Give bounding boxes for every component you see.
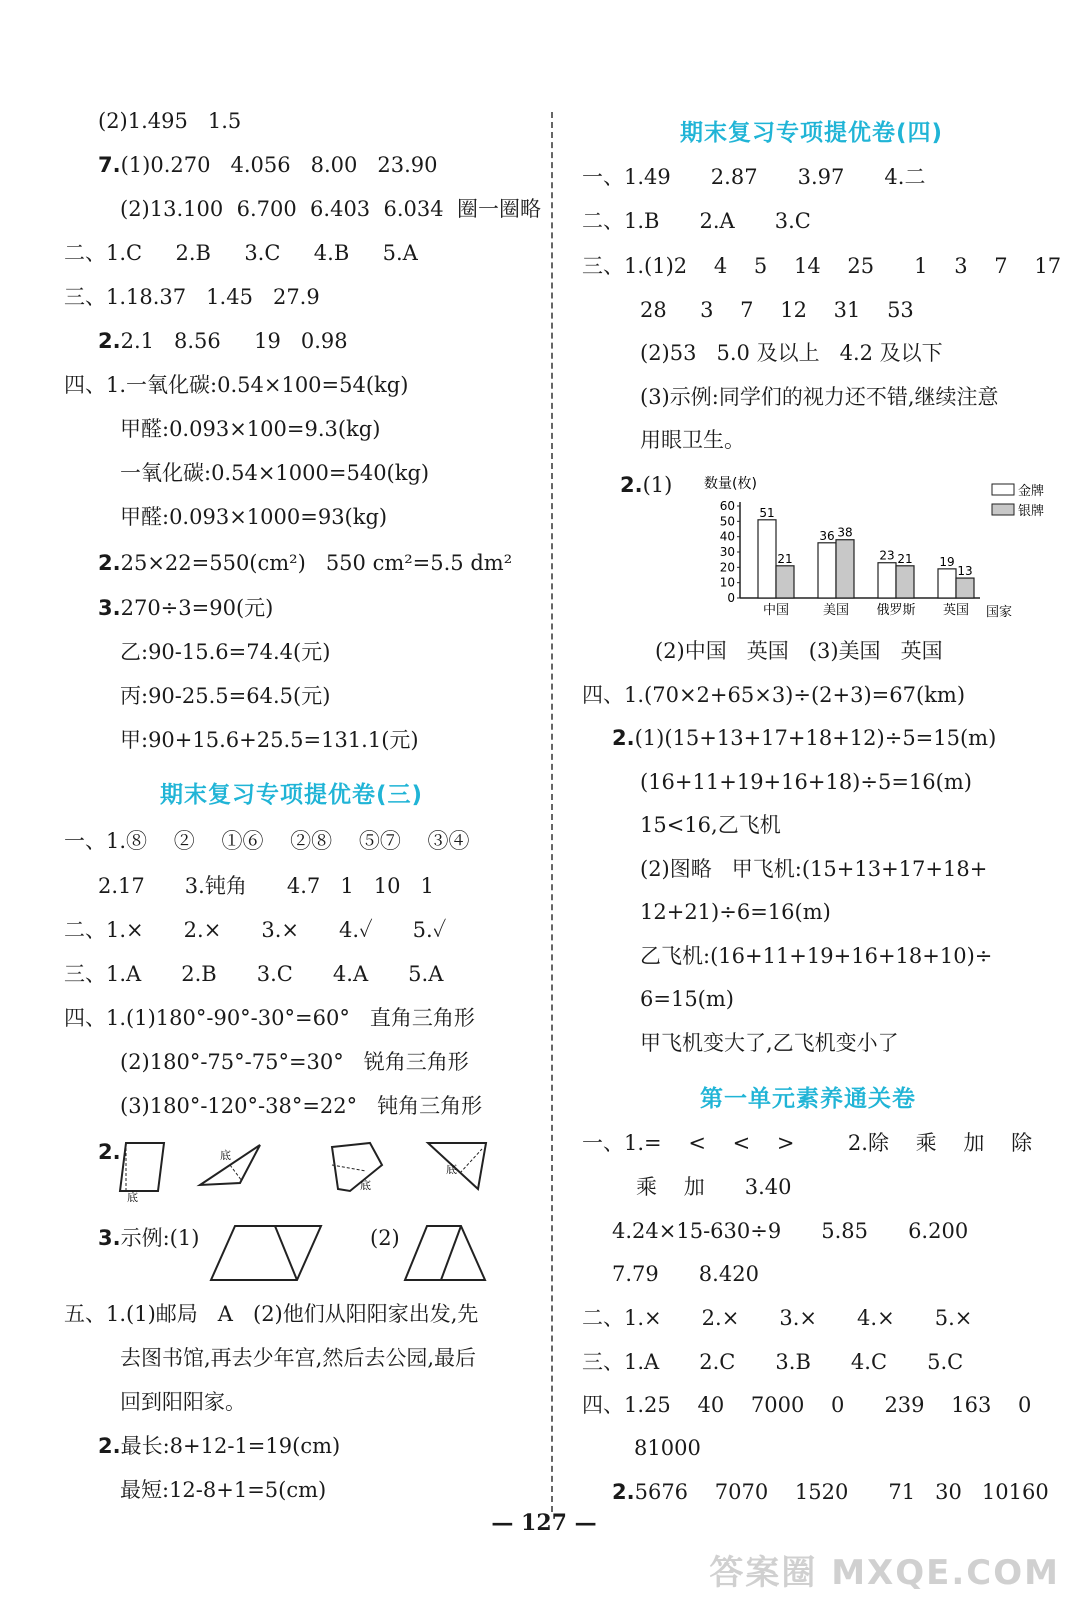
bar-金牌	[818, 543, 836, 598]
answer-line: (3)180°-120°-38°=22° 钝角三角形	[120, 1094, 483, 1118]
answer-line	[98, 548, 512, 578]
answer-line: 乙:90-15.6=74.4(元)	[120, 640, 331, 664]
answer-line: (2)图略 甲飞机:(15+13+17+18+	[640, 857, 988, 881]
answer-text: 最长:8+12-1=19(cm)	[120, 1434, 341, 1458]
legend-label: 金牌	[1018, 484, 1045, 499]
answer-text: 5676 7070 1520 71 30 10160	[634, 1480, 1049, 1504]
answer-line: 二、1.× 2.× 3.× 4.✓ 5.✓	[64, 918, 447, 942]
category-label: 英国	[942, 603, 970, 618]
answer-line: 二、1.B 2.A 3.C	[582, 209, 811, 233]
answer-line: 7.79 8.420	[612, 1262, 759, 1286]
watermark: 答案圈 MXQE.COM	[709, 1553, 1060, 1593]
answer-line	[98, 326, 348, 356]
answer-line: 一氧化碳:0.54×1000=540(kg)	[120, 461, 430, 485]
data-label: 13	[957, 564, 973, 579]
medal-bar-chart	[700, 470, 1060, 625]
answer-line: 甲醛:0.093×100=9.3(kg)	[120, 417, 381, 441]
data-label: 38	[837, 525, 853, 540]
answer-line: 回到阳阳家。	[120, 1390, 246, 1414]
answer-text: 2.1 8.56 19 0.98	[120, 329, 348, 353]
chart-legend	[992, 483, 1044, 519]
answer-line: 一、1.⑧ ② ①⑥ ②⑧ ⑤⑦ ③④	[64, 829, 470, 853]
item-number: 3.	[98, 1226, 121, 1250]
answer-line: 五、1.(1)邮局 A (2)他们从阳阳家出发,先	[64, 1302, 479, 1326]
trapezoid-1	[332, 1143, 382, 1191]
answer-text: 270÷3=90(元)	[120, 596, 274, 620]
section-title-unit1: 第一单元素养通关卷	[700, 1086, 916, 1112]
height-line	[460, 1149, 482, 1173]
answer-line: 15<16,乙飞机	[640, 813, 781, 837]
data-label: 19	[939, 554, 955, 569]
height-line	[332, 1165, 366, 1171]
y-tick-label: 20	[719, 560, 735, 575]
bar-银牌	[896, 566, 914, 598]
item-number: 2.	[98, 1434, 121, 1458]
answer-text: (1)(15+13+17+18+12)÷5=15(m)	[634, 726, 997, 750]
answer-line: 四、1.(70×2+65×3)÷(2+3)=67(km)	[582, 683, 966, 707]
answer-line: 四、1.25 40 7000 0 239 163 0	[582, 1393, 1032, 1417]
bar-银牌	[956, 578, 974, 598]
answer-line: (2)中国 英国 (3)美国 英国	[655, 639, 943, 663]
answer-line: 二、1.C 2.B 3.C 4.B 5.A	[64, 241, 418, 265]
parallelogram-1	[120, 1143, 164, 1191]
item-number: 3.	[98, 596, 121, 620]
category-label: 美国	[822, 603, 850, 618]
answer-line: 6=15(m)	[640, 987, 734, 1011]
bar-金牌	[758, 520, 776, 598]
answer-line: (2)1.495 1.5	[98, 109, 242, 133]
answer-line: 二、1.× 2.× 3.× 4.× 5.×	[582, 1306, 973, 1330]
answer-line: 一、1.= < < > 2.除 乘 加 除	[582, 1131, 1033, 1155]
answer-line: (3)示例:同学们的视力还不错,继续注意	[640, 385, 999, 409]
height-drawings	[110, 1135, 500, 1205]
answer-line: 三、1.18.37 1.45 27.9	[64, 285, 320, 309]
base-label: 底	[220, 1149, 231, 1162]
data-label: 36	[819, 528, 835, 543]
base-label: 底	[360, 1179, 371, 1192]
section-title-3: 期末复习专项提优卷(三)	[160, 782, 424, 808]
parallelogram-split-1	[211, 1226, 321, 1280]
chart-bars	[758, 506, 974, 618]
section-title-4: 期末复习专项提优卷(四)	[680, 120, 944, 146]
answer-line	[612, 1477, 1049, 1507]
category-label: 中国	[762, 603, 790, 618]
answer-line	[98, 1431, 340, 1461]
answer-line: 丙:90-25.5=64.5(元)	[120, 684, 331, 708]
answer-line	[98, 1223, 199, 1253]
y-tick-label: 30	[719, 545, 735, 559]
data-label: 23	[879, 548, 895, 563]
base-label: 底	[446, 1163, 457, 1176]
answer-line: 乙飞机:(16+11+19+16+18+10)÷	[640, 944, 993, 968]
answer-line	[620, 470, 672, 500]
answer-line: (2)180°-75°-75°=30° 锐角三角形	[120, 1050, 469, 1074]
bar-金牌	[878, 563, 896, 598]
chart-xlabel: 国家	[986, 605, 1013, 620]
answer-line: 一、1.49 2.87 3.97 4.二	[582, 165, 926, 189]
answer-line: 81000	[634, 1436, 701, 1460]
answer-line: (16+11+19+16+18)÷5=16(m)	[640, 770, 972, 794]
data-label: 21	[897, 551, 913, 566]
answer-line: 甲醛:0.093×1000=93(kg)	[120, 505, 388, 529]
item-number: 2.	[98, 329, 121, 353]
split-line	[441, 1226, 461, 1280]
answer-line: 2.17 3.钝角 4.7 1 10 1	[98, 874, 434, 898]
answer-line: 甲飞机变大了,乙飞机变小了	[640, 1031, 899, 1055]
bar-银牌	[776, 566, 794, 598]
divided-parallelograms	[205, 1222, 495, 1284]
y-tick-label: 50	[719, 514, 735, 529]
item-number: 2.	[612, 726, 635, 750]
y-tick-label: 0	[727, 591, 735, 605]
answer-line: 三、1.A 2.B 3.C 4.A 5.A	[64, 962, 444, 986]
column-divider	[551, 112, 553, 1512]
triangle-2	[428, 1143, 486, 1189]
answer-line: 最短:12-8+1=5(cm)	[120, 1478, 327, 1502]
item-number: 2.	[612, 1480, 635, 1504]
split-line	[275, 1226, 297, 1280]
answer-line: 三、1.(1)2 4 5 14 25 1 3 7 17	[582, 254, 1062, 278]
y-tick-label: 60	[719, 499, 735, 513]
y-tick-label: 10	[719, 575, 735, 590]
page-number: — 127 —	[491, 1510, 597, 1536]
category-label: 俄罗斯	[876, 603, 916, 618]
data-label: 21	[777, 551, 793, 566]
answer-line: (2)13.100 6.700 6.403 6.034 圈一圈略	[120, 197, 541, 221]
data-label: 51	[759, 505, 775, 520]
answer-line: 乘 加 3.40	[636, 1175, 792, 1199]
answer-line	[612, 723, 996, 753]
answer-line: 四、1.一氧化碳:0.54×100=54(kg)	[64, 373, 409, 397]
answer-line: 4.24×15-630÷9 5.85 6.200	[612, 1219, 969, 1243]
answer-line	[98, 150, 438, 180]
answer-line: (2)53 5.0 及以上 4.2 及以下	[640, 341, 943, 365]
answer-text: 25×22=550(cm²) 550 cm²=5.5 dm²	[120, 551, 513, 575]
item-number: 2.	[98, 551, 121, 575]
answer-line: 甲:90+15.6+25.5=131.1(元)	[120, 728, 419, 752]
y-tick-label: 40	[719, 529, 735, 544]
answer-line: 用眼卫生。	[640, 428, 745, 452]
height-line	[230, 1165, 242, 1181]
item-number: 2.	[620, 473, 643, 497]
answer-line: 28 3 7 12 31 53	[640, 298, 914, 322]
answer-text: (1)	[642, 473, 673, 497]
bar-银牌	[836, 540, 854, 598]
answer-line: 三、1.A 2.C 3.B 4.C 5.C	[582, 1350, 964, 1374]
answer-line	[98, 593, 273, 623]
legend-label: 银牌	[1018, 504, 1045, 519]
base-label: 底	[127, 1191, 138, 1204]
answer-line: (2)	[370, 1226, 400, 1250]
item-number: 7.	[98, 153, 121, 177]
answer-text: 示例:(1)	[120, 1226, 200, 1250]
legend-swatch	[992, 484, 1014, 495]
chart-ylabel: 数量(枚)	[704, 476, 757, 492]
legend-swatch	[992, 504, 1014, 515]
answer-line: 12+21)÷6=16(m)	[640, 900, 831, 924]
answer-line: 去图书馆,再去少年宫,然后去公园,最后	[120, 1346, 477, 1370]
item-number: 2.	[98, 1140, 121, 1164]
answer-line: 四、1.(1)180°-90°-30°=60° 直角三角形	[64, 1006, 475, 1030]
bar-金牌	[938, 569, 956, 598]
answer-text: (1)0.270 4.056 8.00 23.90	[120, 153, 438, 177]
